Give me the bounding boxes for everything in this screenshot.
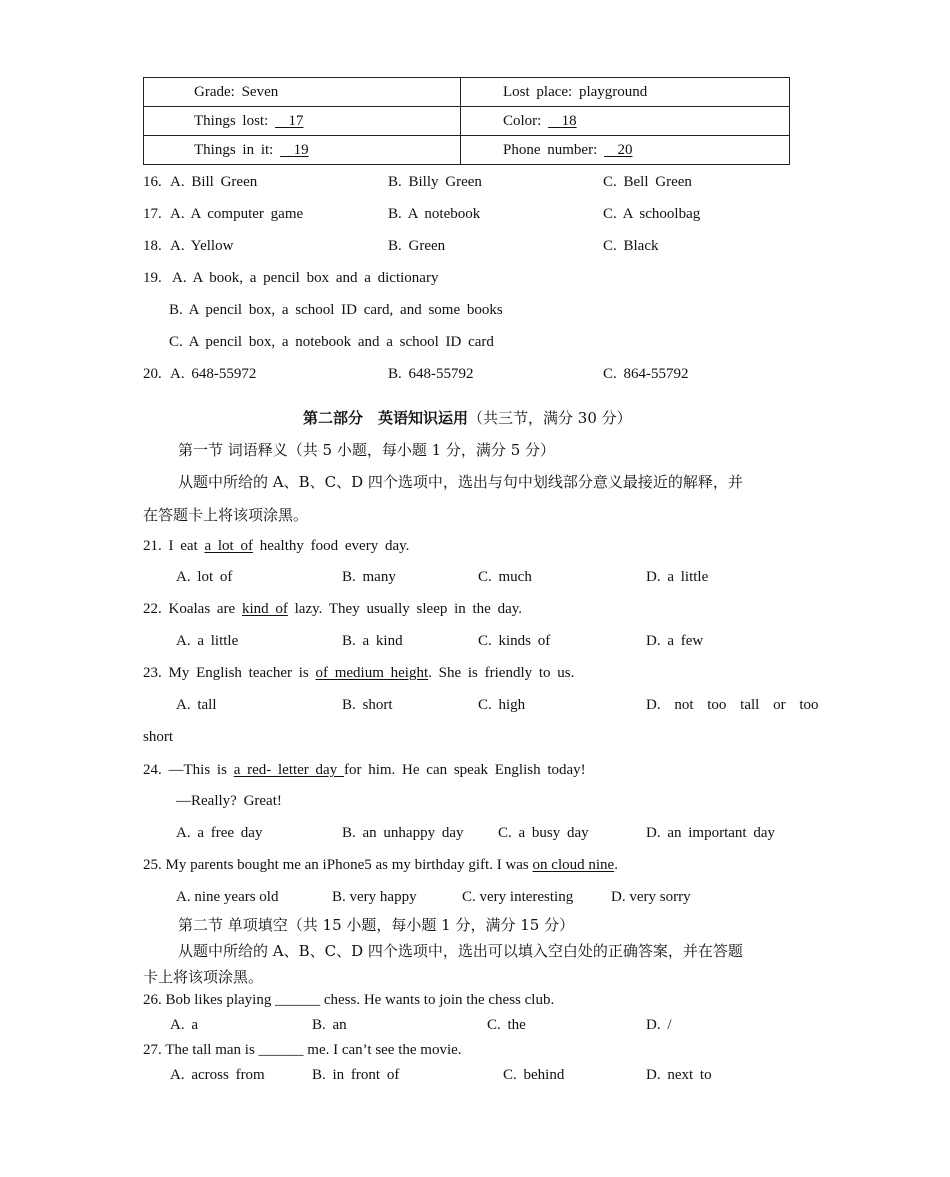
q25-option-d: D. very sorry bbox=[611, 889, 691, 905]
q27-option-c: C. behind bbox=[503, 1067, 565, 1083]
q17-option-b: B. A notebook bbox=[388, 206, 481, 222]
q23-option-c: C. high bbox=[478, 697, 526, 713]
section1-heading: 第一节 词语释义（共 5 小题，每小题 1 分，满分 5 分） bbox=[178, 441, 556, 459]
q21-option-b: B. many bbox=[342, 569, 396, 585]
q16-option-a: A. Bill Green bbox=[170, 174, 258, 190]
q24-stem: 24. —This is a red- letter day for him. He can speak English today! bbox=[143, 762, 586, 778]
q20-option-b: B. 648-55792 bbox=[388, 366, 474, 382]
q22-option-b: B. a kind bbox=[342, 633, 403, 649]
q27-option-a: A. across from bbox=[170, 1067, 265, 1083]
q25-option-a: A. nine years old bbox=[176, 889, 279, 905]
q19-option-a: A. A book, a pencil box and a dictionary bbox=[172, 270, 439, 286]
q21-option-d: D. a little bbox=[646, 569, 709, 585]
lost-item-info-table bbox=[143, 77, 790, 165]
q24-option-a: A. a free day bbox=[176, 825, 263, 841]
part2-title: 第二部分 英语知识运用（共三节，满分 30 分） bbox=[303, 409, 632, 427]
q24-option-d: D. an important day bbox=[646, 825, 775, 841]
table-row bbox=[144, 78, 790, 107]
q22-stem: 22. Koalas are kind of lazy. They usually sleep in the day. bbox=[143, 601, 523, 617]
q17-option-a: A. A computer game bbox=[170, 206, 304, 222]
table-cell: Things lost: 17 bbox=[144, 107, 461, 136]
q22-option-a: A. a little bbox=[176, 633, 239, 649]
q17-number: 17. bbox=[143, 206, 162, 222]
q26-option-c: C. the bbox=[487, 1017, 526, 1033]
q20-number: 20. bbox=[143, 366, 162, 382]
q16-option-c: C. Bell Green bbox=[603, 174, 692, 190]
q24-option-b: B. an unhappy day bbox=[342, 825, 464, 841]
q22-option-d: D. a few bbox=[646, 633, 704, 649]
section2-heading: 第二节 单项填空（共 15 小题，每小题 1 分，满分 15 分） bbox=[178, 916, 575, 934]
q20-option-a: A. 648-55972 bbox=[170, 366, 257, 382]
q16-number: 16. bbox=[143, 174, 162, 190]
table-cell: Grade: Seven bbox=[144, 78, 461, 107]
q24-reply: —Really? Great! bbox=[176, 793, 282, 809]
q18-option-a: A. Yellow bbox=[170, 238, 234, 254]
q23-option-a: A. tall bbox=[176, 697, 217, 713]
section1-instruction-cont: 在答题卡上将该项涂黑。 bbox=[143, 506, 309, 524]
q25-stem: 25. My parents bought me an iPhone5 as my birthday gift. I was on cloud nine. bbox=[143, 857, 618, 873]
q23-option-b: B. short bbox=[342, 697, 393, 713]
q21-option-a: A. lot of bbox=[176, 569, 233, 585]
q23-option-d-cont: short bbox=[143, 729, 173, 745]
q19-number: 19. bbox=[143, 270, 162, 286]
q21-stem: 21. I eat a lot of healthy food every day. bbox=[143, 538, 410, 554]
q26-option-a: A. a bbox=[170, 1017, 198, 1033]
q16-option-b: B. Billy Green bbox=[388, 174, 482, 190]
q26-option-b: B. an bbox=[312, 1017, 347, 1033]
section2-instruction: 从题中所给的 A、B、C、D 四个选项中，选出可以填入空白处的正确答案，并在答题 bbox=[178, 942, 743, 960]
q23-option-d: D. not too tall or too bbox=[646, 697, 819, 713]
q18-number: 18. bbox=[143, 238, 162, 254]
table-cell: Lost place: playground bbox=[461, 78, 790, 107]
q23-stem: 23. My English teacher is of medium height. She is friendly to us. bbox=[143, 665, 575, 681]
table-cell: Phone number: 20 bbox=[461, 136, 790, 165]
q27-option-b: B. in front of bbox=[312, 1067, 400, 1083]
q26-option-d: D. / bbox=[646, 1017, 672, 1033]
section2-instruction-cont: 卡上将该项涂黑。 bbox=[143, 968, 264, 986]
q22-option-c: C. kinds of bbox=[478, 633, 551, 649]
table-cell: Color: 18 bbox=[461, 107, 790, 136]
q21-option-c: C. much bbox=[478, 569, 532, 585]
q26-stem: 26. Bob likes playing ______ chess. He wants to join the chess club. bbox=[143, 992, 555, 1008]
q18-option-b: B. Green bbox=[388, 238, 446, 254]
section1-instruction: 从题中所给的 A、B、C、D 四个选项中，选出与句中划线部分意义最接近的解释，并 bbox=[178, 473, 743, 491]
q19-option-c: C. A pencil box, a notebook and a school ID card bbox=[169, 334, 494, 350]
q18-option-c: C. Black bbox=[603, 238, 659, 254]
q19-option-b: B. A pencil box, a school ID card, and some books bbox=[169, 302, 503, 318]
q27-stem: 27. The tall man is ______ me. I can’t see the movie. bbox=[143, 1042, 462, 1058]
table-row bbox=[144, 136, 790, 165]
table-row bbox=[144, 107, 790, 136]
q24-option-c: C. a busy day bbox=[498, 825, 589, 841]
q27-option-d: D. next to bbox=[646, 1067, 712, 1083]
q25-option-b: B. very happy bbox=[332, 889, 417, 905]
table-cell: Things in it: 19 bbox=[144, 136, 461, 165]
q17-option-c: C. A schoolbag bbox=[603, 206, 701, 222]
q25-option-c: C. very interesting bbox=[462, 889, 574, 905]
q20-option-c: C. 864-55792 bbox=[603, 366, 689, 382]
